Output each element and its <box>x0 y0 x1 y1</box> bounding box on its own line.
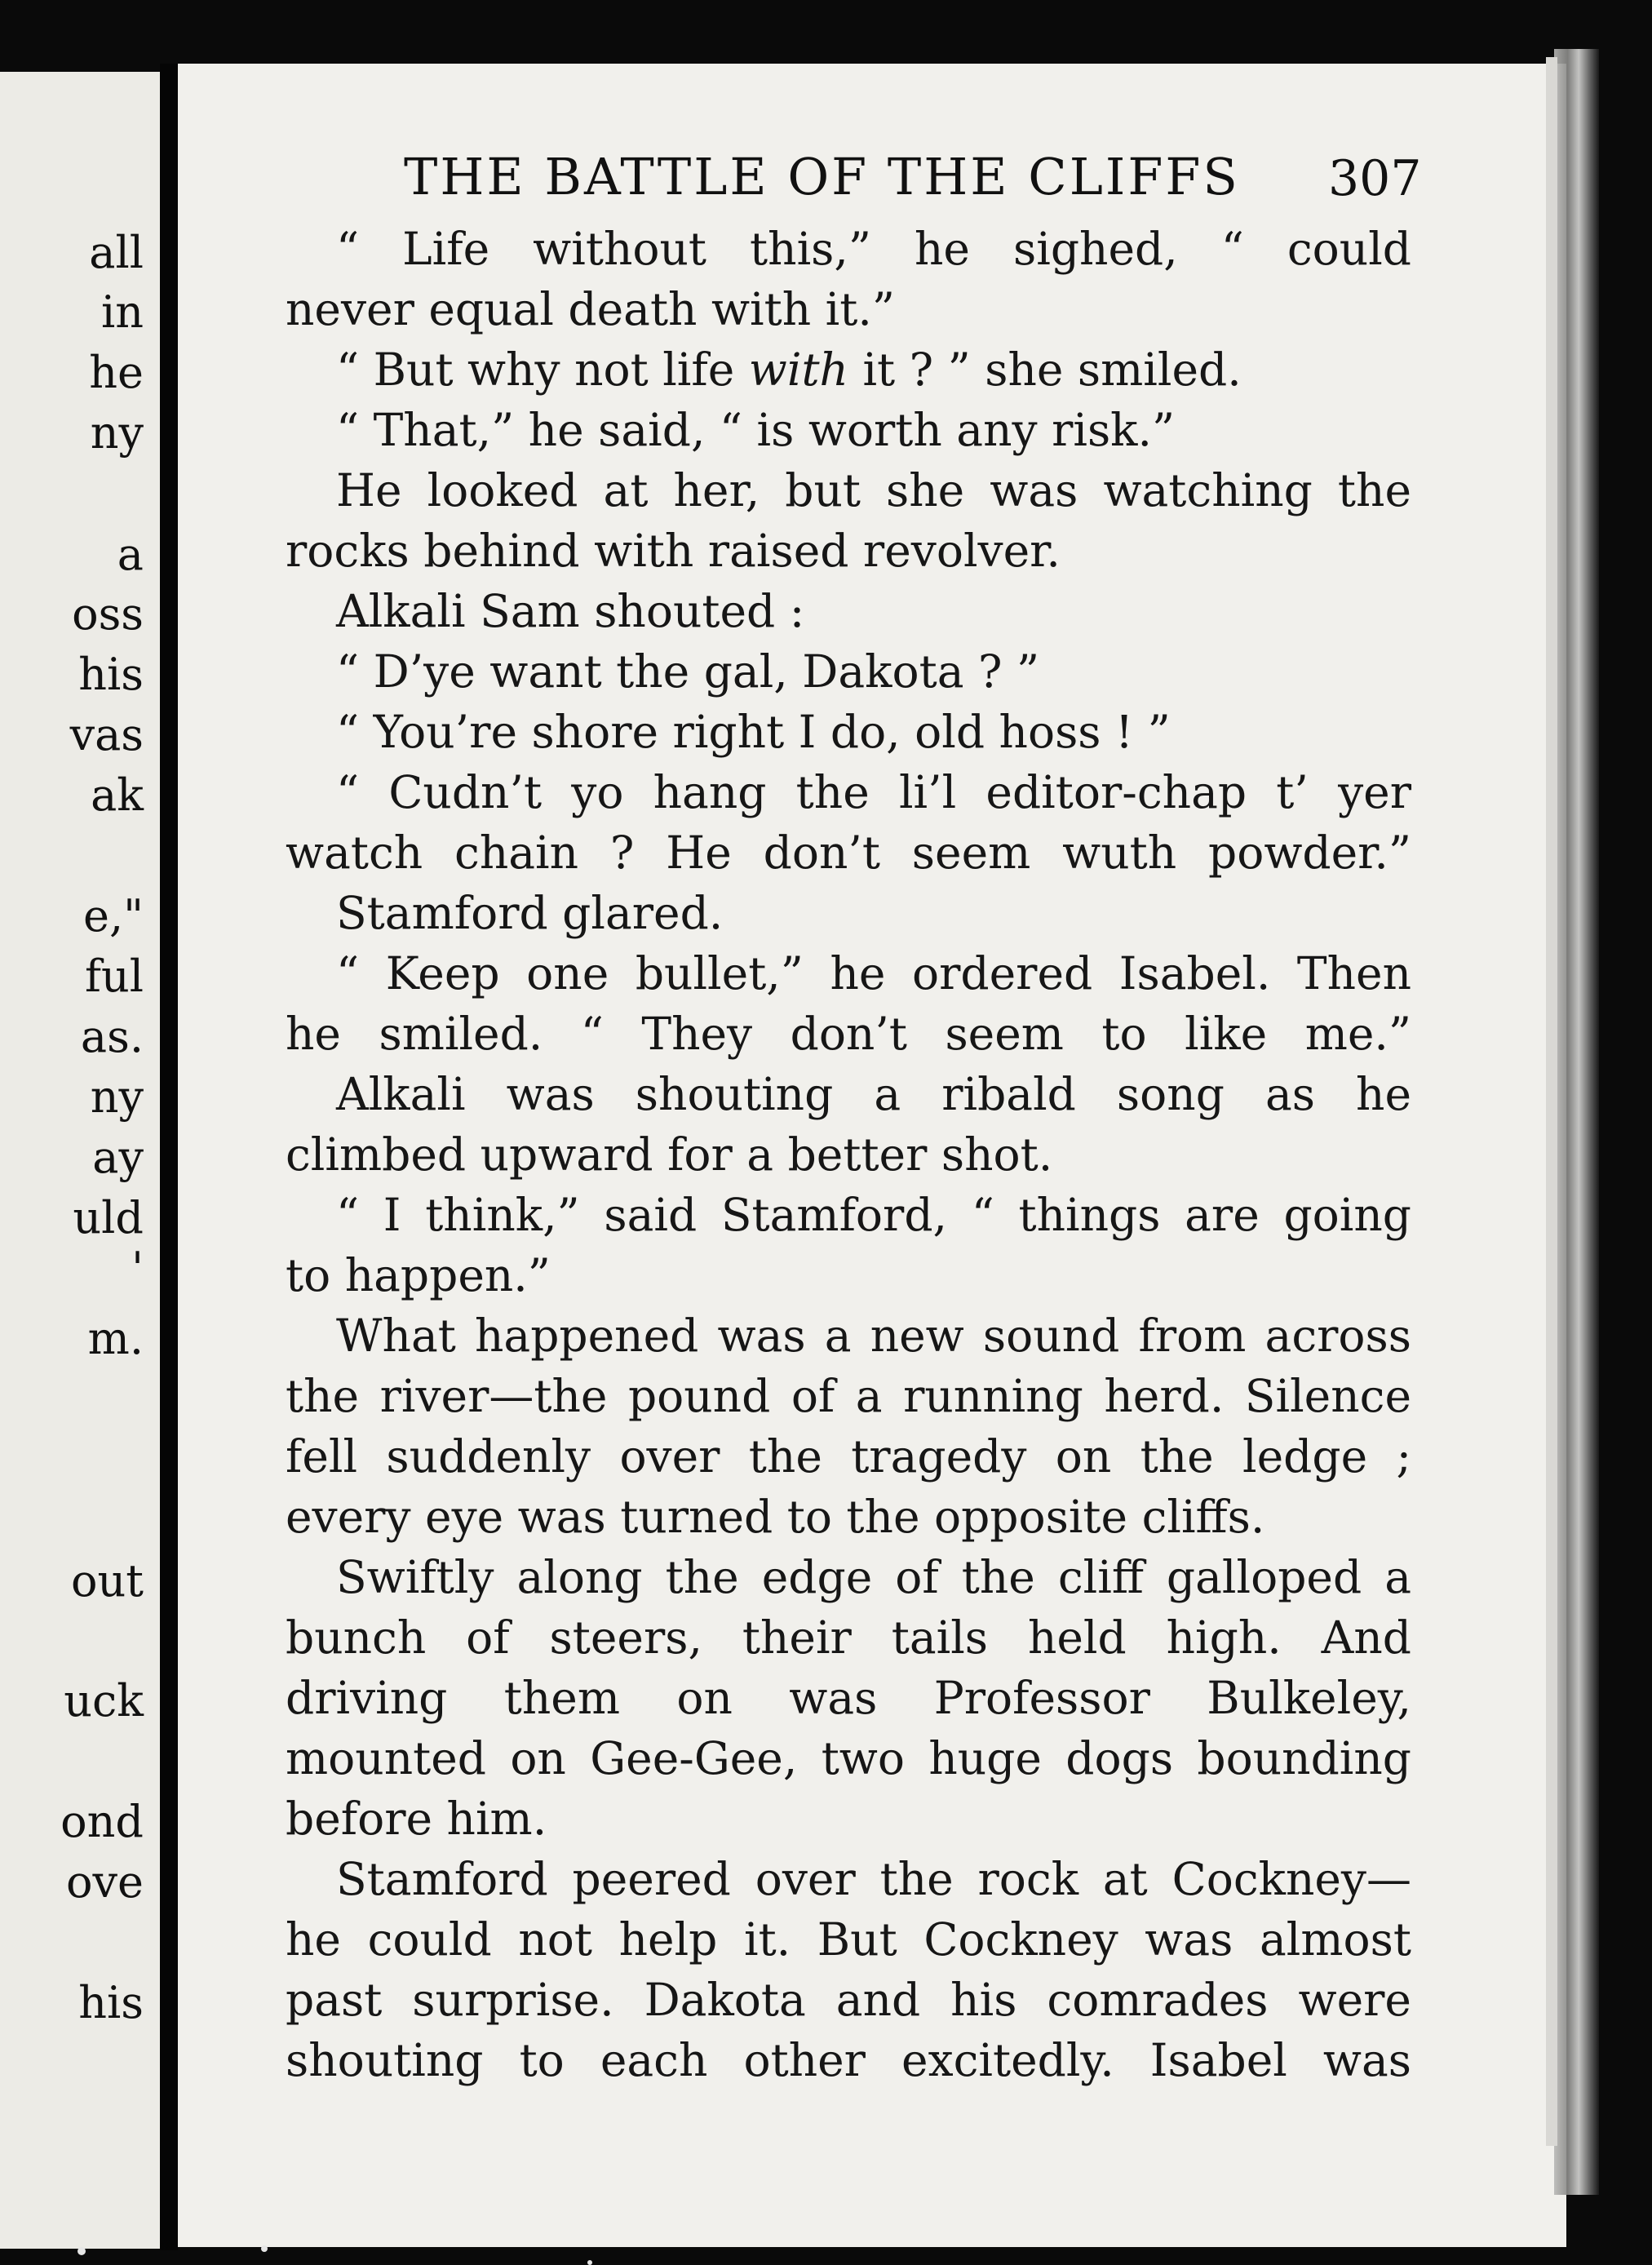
text-line: “ That,” he said, “ is worth any risk.” <box>336 404 1176 456</box>
text-line: climbed upward for a better shot. <box>286 1128 1053 1181</box>
left-fragment: his <box>78 649 144 700</box>
text-line: What happened was a new sound from across <box>336 1310 1411 1362</box>
page-edge <box>1554 49 1599 2195</box>
scan-speck <box>78 2247 86 2255</box>
left-fragment: uld <box>73 1192 144 1243</box>
left-fragment: a <box>117 529 144 580</box>
text-line: the river—the pound of a running herd. Silence <box>286 1370 1411 1422</box>
left-fragment: ny <box>90 1071 144 1123</box>
text-line: “ You’re shore right I do, old hoss ! ” <box>336 706 1171 758</box>
text-line: “ Cudn’t yo hang the li’l editor-chap t’ yer <box>336 766 1411 818</box>
text-line: he smiled. “ They don’t seem to like me.” <box>286 1008 1411 1060</box>
text-line: watch chain ? He don’t seem wuth powder.” <box>286 827 1411 879</box>
text-line: He looked at her, but she was watching the <box>336 464 1411 516</box>
left-fragment: e," <box>83 890 144 942</box>
left-fragment: in <box>100 286 144 338</box>
text-line: mounted on Gee-Gee, two huge dogs bounding <box>286 1732 1411 1784</box>
scan-artifacts <box>0 2236 1652 2263</box>
left-fragment: m. <box>87 1313 144 1364</box>
left-fragment: as. <box>80 1011 144 1062</box>
text-line: rocks behind with raised revolver. <box>286 525 1061 577</box>
left-fragment: all <box>89 227 144 278</box>
text-line: “ I think,” said Stamford, “ things are going <box>336 1189 1411 1241</box>
text-line: Alkali was shouting a ribald song as he <box>336 1068 1411 1120</box>
text-line: Stamford peered over the rock at Cockney— <box>336 1853 1411 1905</box>
left-fragment: ful <box>84 951 144 1002</box>
scan-speck <box>261 2245 268 2252</box>
text-line: “ Keep one bullet,” he ordered Isabel. Then <box>336 947 1411 1000</box>
scan-speck <box>587 2260 592 2265</box>
running-head: THE BATTLE OF THE CLIFFS <box>404 147 1240 206</box>
page-inner-edge <box>1546 57 1557 2146</box>
left-fragment: uck <box>64 1675 144 1726</box>
left-fragment: out <box>71 1555 144 1607</box>
text-line: shouting to each other excitedly. Isabel was <box>286 2034 1411 2086</box>
text-line: “ D’ye want the gal, Dakota ? ” <box>336 645 1040 698</box>
left-fragment: ny <box>90 407 144 459</box>
text-line: before him. <box>286 1793 547 1845</box>
left-fragment: ove <box>66 1856 144 1908</box>
emphasis-text: with <box>748 344 848 396</box>
text-line <box>336 339 1242 400</box>
text-line: Alkali Sam shouted : <box>336 585 805 637</box>
left-fragment: he <box>89 347 144 398</box>
text-line: bunch of steers, their tails held high. And <box>286 1611 1411 1664</box>
text-line: every eye was turned to the opposite cliffs. <box>286 1491 1265 1543</box>
text-line: fell suddenly over the tragedy on the ledge ; <box>286 1430 1411 1483</box>
text-line: Swiftly along the edge of the cliff galloped a <box>336 1551 1411 1603</box>
left-fragment: his <box>78 1977 144 2028</box>
left-fragment: ond <box>60 1796 144 1847</box>
left-fragment: oss <box>72 588 144 640</box>
text-line: “ Life without this,” he sighed, “ could <box>336 223 1411 275</box>
left-fragment: ' <box>131 1243 144 1294</box>
previous-page-fragment <box>0 72 160 2249</box>
text-line: driving them on was Professor Bulkeley, <box>286 1672 1411 1724</box>
text-line: Stamford glared. <box>336 887 724 939</box>
text-line: to happen.” <box>286 1249 551 1301</box>
text-segment: it ? ” she smiled. <box>848 344 1242 396</box>
text-line: past surprise. Dakota and his comrades were <box>286 1974 1411 2026</box>
left-fragment: ay <box>92 1132 144 1183</box>
text-line: never equal death with it.” <box>286 283 895 335</box>
book-gutter <box>160 64 178 2250</box>
text-segment: “ But why not life <box>336 344 749 396</box>
left-fragment: vas <box>69 709 144 760</box>
left-fragment: ak <box>91 769 144 821</box>
page-number: 307 <box>1328 150 1422 207</box>
text-line: he could not help it. But Cockney was almost <box>286 1913 1411 1966</box>
